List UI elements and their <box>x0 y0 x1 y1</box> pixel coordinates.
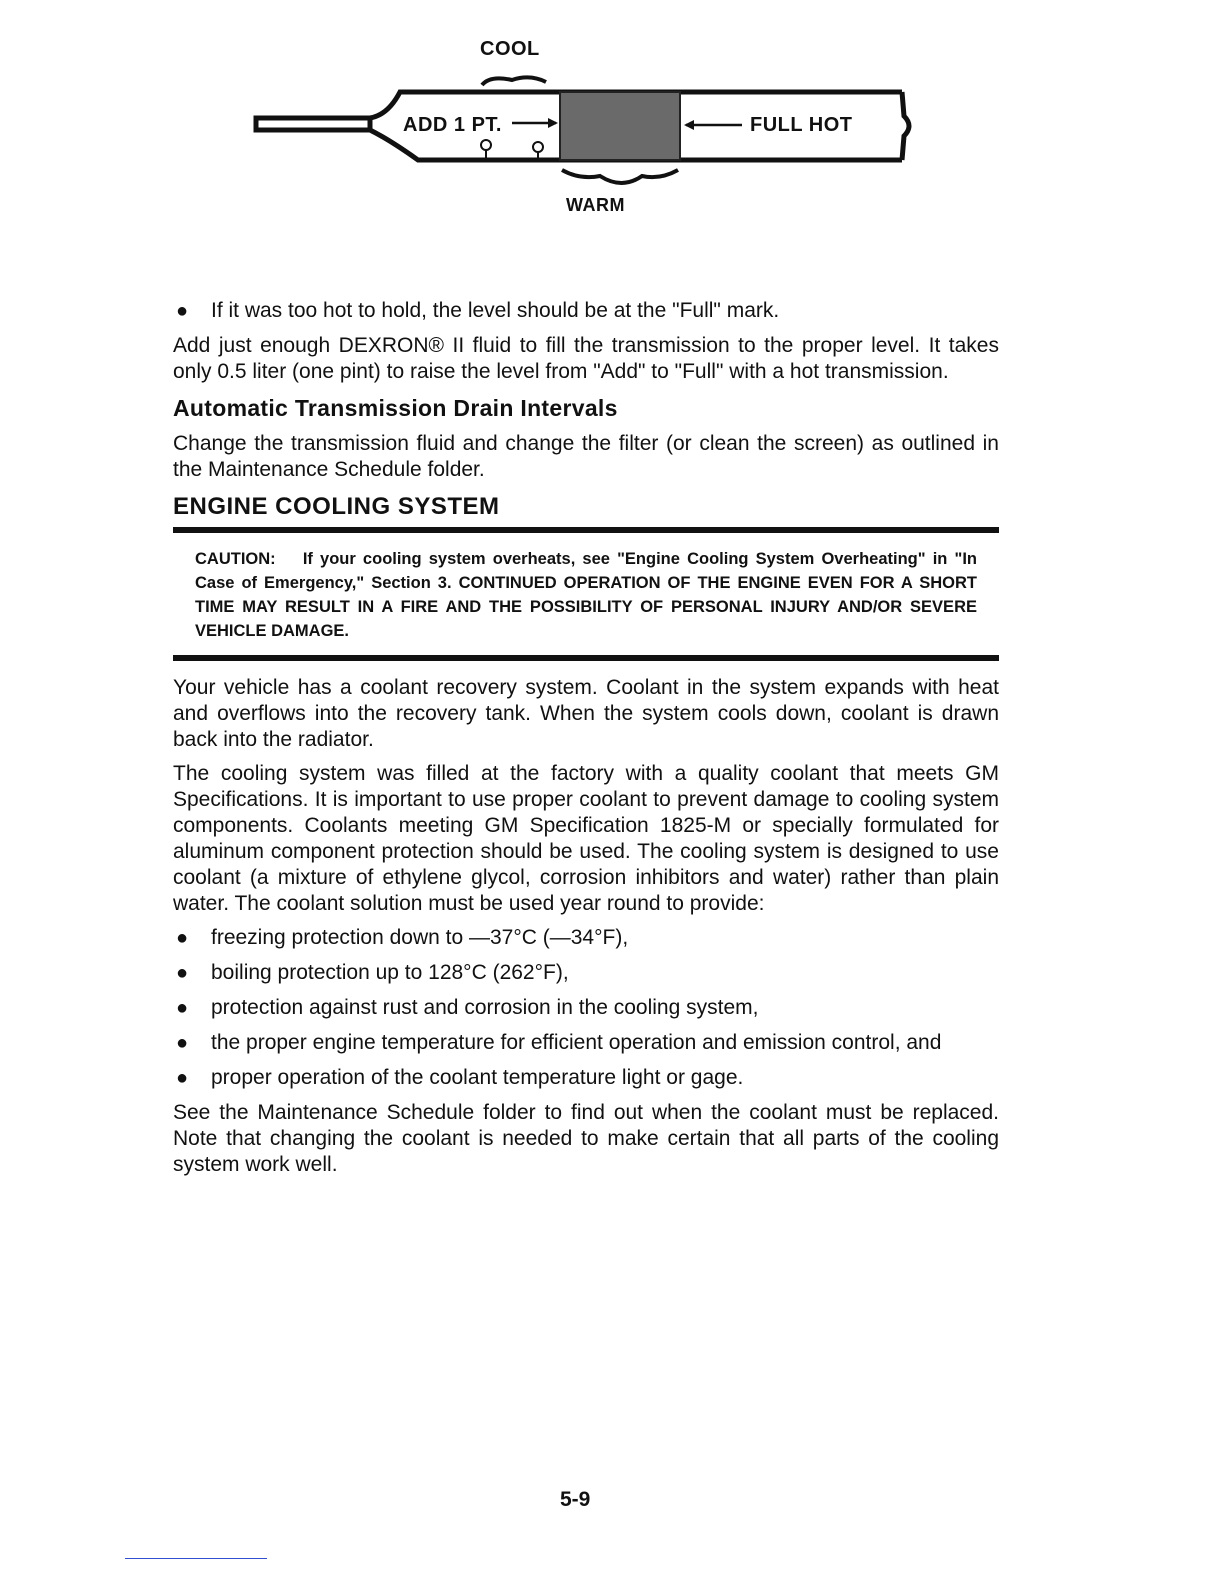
list-item-text: the proper engine temperature for efficient operation and emission control, and <box>211 1031 942 1054</box>
bullet-dot: ● <box>176 927 189 949</box>
warm-label: WARM <box>566 195 625 215</box>
caution-label: CAUTION: <box>195 550 276 568</box>
list-item-text: proper operation of the coolant temperature light or gage. <box>211 1066 744 1089</box>
bullet-dot: ● <box>176 1067 189 1089</box>
warm-zone <box>560 92 680 160</box>
bullet-dot: ● <box>176 1032 189 1054</box>
bullet-dot: ● <box>176 997 189 1019</box>
drain-intervals-body: Change the transmission fluid and change the filter (or clean the screen) as outlined in the Maintenance Schedule folder. <box>173 432 999 481</box>
caution-rule-top <box>173 527 999 533</box>
recovery-paragraph: Your vehicle has a coolant recovery system. Coolant in the system expands with heat and overflows into the recovery tank. When the system cools down, coolant is drawn back into the radiator. <box>173 676 999 751</box>
hole-marker-2 <box>533 142 543 152</box>
dipstick-shaft <box>256 118 370 130</box>
add-arrow-head <box>548 118 558 128</box>
list-item <box>173 995 999 1021</box>
full-hot-label: FULL HOT <box>750 114 853 136</box>
page-content <box>173 298 999 1186</box>
cool-label: COOL <box>480 38 540 60</box>
intro-bullet-text: If it was too hot to hold, the level should be at the "Full" mark. <box>211 299 780 322</box>
bullet-dot: ● <box>176 300 189 322</box>
warm-brace <box>562 170 678 183</box>
list-item <box>173 960 999 986</box>
hole-marker-1 <box>481 140 491 150</box>
engine-cooling-heading: ENGINE COOLING SYSTEM <box>173 493 500 520</box>
dipstick-figure <box>250 30 930 220</box>
footer-rule <box>125 1558 267 1559</box>
drain-intervals-heading: Automatic Transmission Drain Intervals <box>173 395 618 421</box>
caution-box <box>195 547 977 643</box>
add-fluid-paragraph: Add just enough DEXRON® II fluid to fill the transmission to the proper level. It takes only 0.5 liter (one pint) to raise the level from "Add" to "Full" with a hot transmission. <box>173 334 999 383</box>
list-item <box>173 925 999 951</box>
caution-rule-bottom <box>173 655 999 661</box>
add-label: ADD 1 PT. <box>403 114 502 136</box>
list-item-text: protection against rust and corrosion in the cooling system, <box>211 996 759 1019</box>
full-hot-arrow-head <box>684 120 694 130</box>
dipstick-end <box>902 92 909 160</box>
list-item-text: boiling protection up to 128°C (262°F), <box>211 961 569 984</box>
replacement-paragraph: See the Maintenance Schedule folder to find out when the coolant must be replaced. Note that changing the coolant is needed to make certain that all parts of the cooling system work well. <box>173 1101 999 1176</box>
bullet-dot: ● <box>176 962 189 984</box>
list-item <box>173 1030 999 1056</box>
caution-text: If your cooling system overheats, see "Engine Cooling System Overheating" in "In Case of Emergency," Section 3. CONTINUED OPERATION OF THE ENGINE EVEN FOR A SHORT TIME MAY RESULT IN A FIRE AND THE POSSIBILITY OF PERSONAL INJURY AND/OR SEVERE VEHICLE DAMAGE. <box>195 550 977 640</box>
list-item-text: freezing protection down to —37°C (—34°F), <box>211 926 629 949</box>
page-number: 5-9 <box>560 1488 591 1511</box>
list-item <box>173 1065 999 1091</box>
intro-bullet <box>173 298 999 324</box>
coolant-paragraph: The cooling system was filled at the factory with a quality coolant that meets GM Specifications. It is important to use proper coolant to prevent damage to cooling system components. Coolants meeting GM Specification 1825-M or specially formulated for aluminum component protection should be used. The cooling system is designed to use coolant (a mixture of ethylene glycol, corrosion inhibitors and water) rather than plain water. The coolant solution must be used year round to provide: <box>173 762 999 915</box>
cool-brace <box>482 77 546 85</box>
